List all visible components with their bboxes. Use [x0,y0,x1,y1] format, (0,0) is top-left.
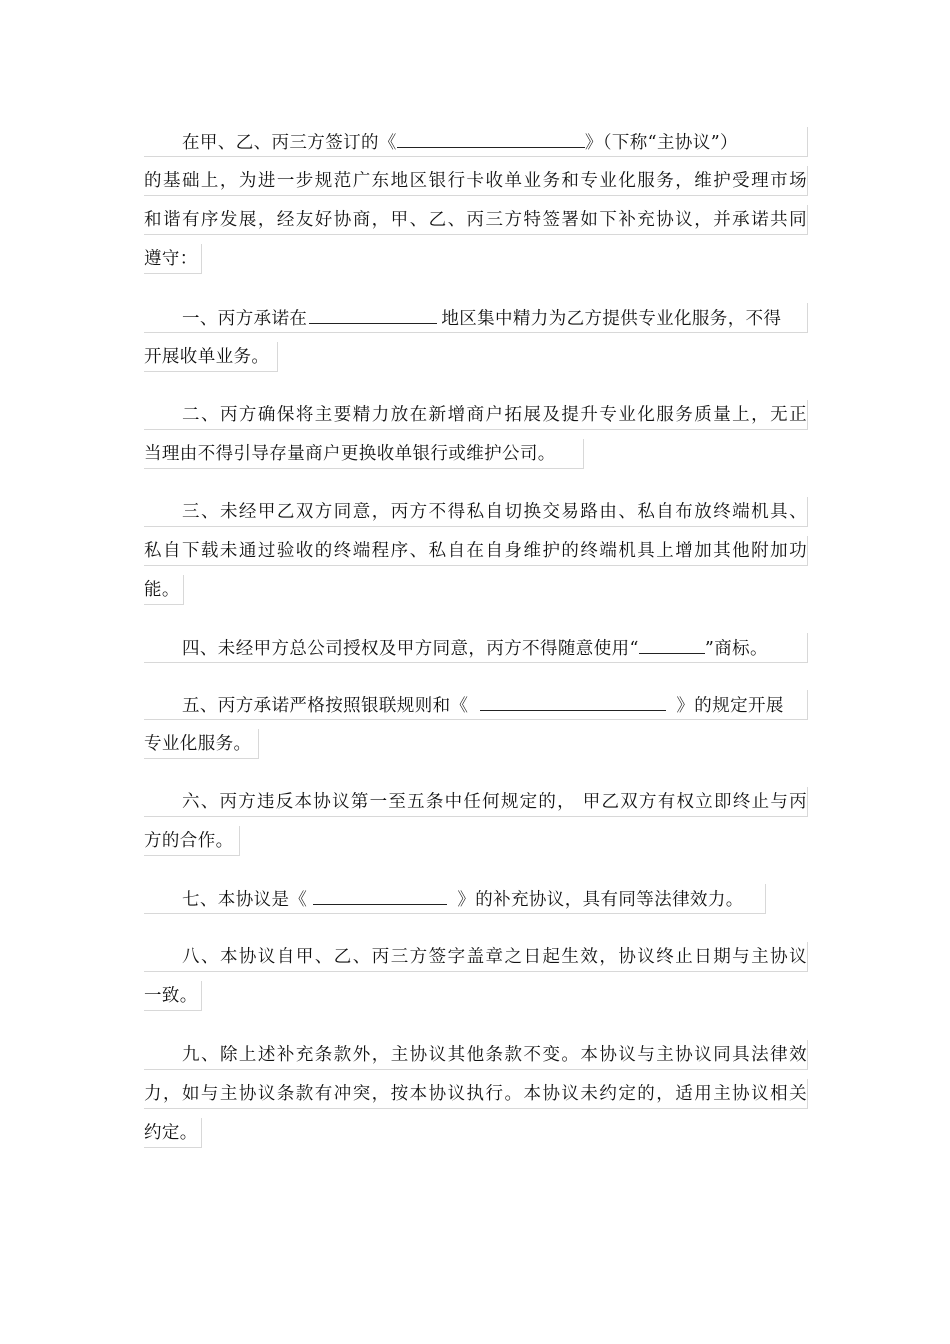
clause-8-line-2: 一致。 [144,981,202,1011]
clause-5-text-a: 五、丙方承诺严格按照银联规则和《 [182,696,469,716]
clause-9-line-2: 力，如与主协议条款有冲突，按本协议执行。本协议未约定的，适用主协议相关 [144,1079,808,1109]
main-agreement-blank [313,884,447,905]
trademark-blank [639,633,705,654]
preamble-text-b: 》（下称“主协议”） [584,133,738,153]
clause-6-line-2: 方的合作。 [144,826,240,856]
clause-6-line-1: 六、丙方违反本协议第一至五条中任何规定的， 甲乙双方有权立即终止与丙 [144,787,808,817]
clause-1-line-2: 开展收单业务。 [144,342,278,372]
clause-5-text-b: 》的规定开展 [676,696,784,716]
clause-2-line-1: 二、丙方确保将主要精力放在新增商户拓展及提升专业化服务质量上，无正 [144,400,808,430]
clause-7-text-a: 七、本协议是《 [182,890,308,910]
clause-4-text-b: ”商标。 [704,639,768,659]
clause-3-line-2: 私自下载未通过验收的终端程序、私自在自身维护的终端机具上增加其他附加功 [144,536,808,566]
clause-4-line-1 [144,633,808,663]
preamble-line-3: 和谐有序发展，经友好协商，甲、乙、丙三方特签署如下补充协议，并承诺共同 [144,205,808,235]
clause-9-line-3: 约定。 [144,1118,202,1148]
agreement-name-blank [397,127,585,148]
clause-1-text-b: 地区集中精力为乙方提供专业化服务，不得 [441,309,782,329]
clause-3-line-3: 能。 [144,575,184,605]
clause-1-line-1 [144,303,808,333]
clause-1-text-a: 一、丙方承诺在 [182,309,308,329]
clause-5-line-1 [144,690,808,720]
regulation-blank [480,690,666,711]
preamble-line-4: 遵守： [144,244,202,274]
preamble-line-2: 的基础上，为进一步规范广东地区银行卡收单业务和专业化服务，维护受理市场 [144,166,808,196]
preamble-line-1 [144,127,808,157]
clause-5-line-2: 专业化服务。 [144,729,259,759]
clause-7-line-1 [144,884,766,914]
clause-2-line-2: 当理由不得引导存量商户更换收单银行或维护公司。 [144,439,584,469]
clause-9-line-1: 九、除上述补充条款外，主协议其他条款不变。本协议与主协议同具法律效 [144,1040,808,1070]
clause-8-line-1: 八、本协议自甲、乙、丙三方签字盖章之日起生效，协议终止日期与主协议 [144,942,808,972]
clause-7-text-b: 》的补充协议，具有同等法律效力。 [457,890,744,910]
region-blank [309,303,437,324]
clause-3-line-1: 三、未经甲乙双方同意，丙方不得私自切换交易路由、私自布放终端机具、 [144,497,808,527]
clause-4-text-a: 四、未经甲方总公司授权及甲方同意，丙方不得随意使用“ [182,639,639,659]
preamble-text-a: 在甲、乙、丙三方签订的《 [182,133,397,153]
